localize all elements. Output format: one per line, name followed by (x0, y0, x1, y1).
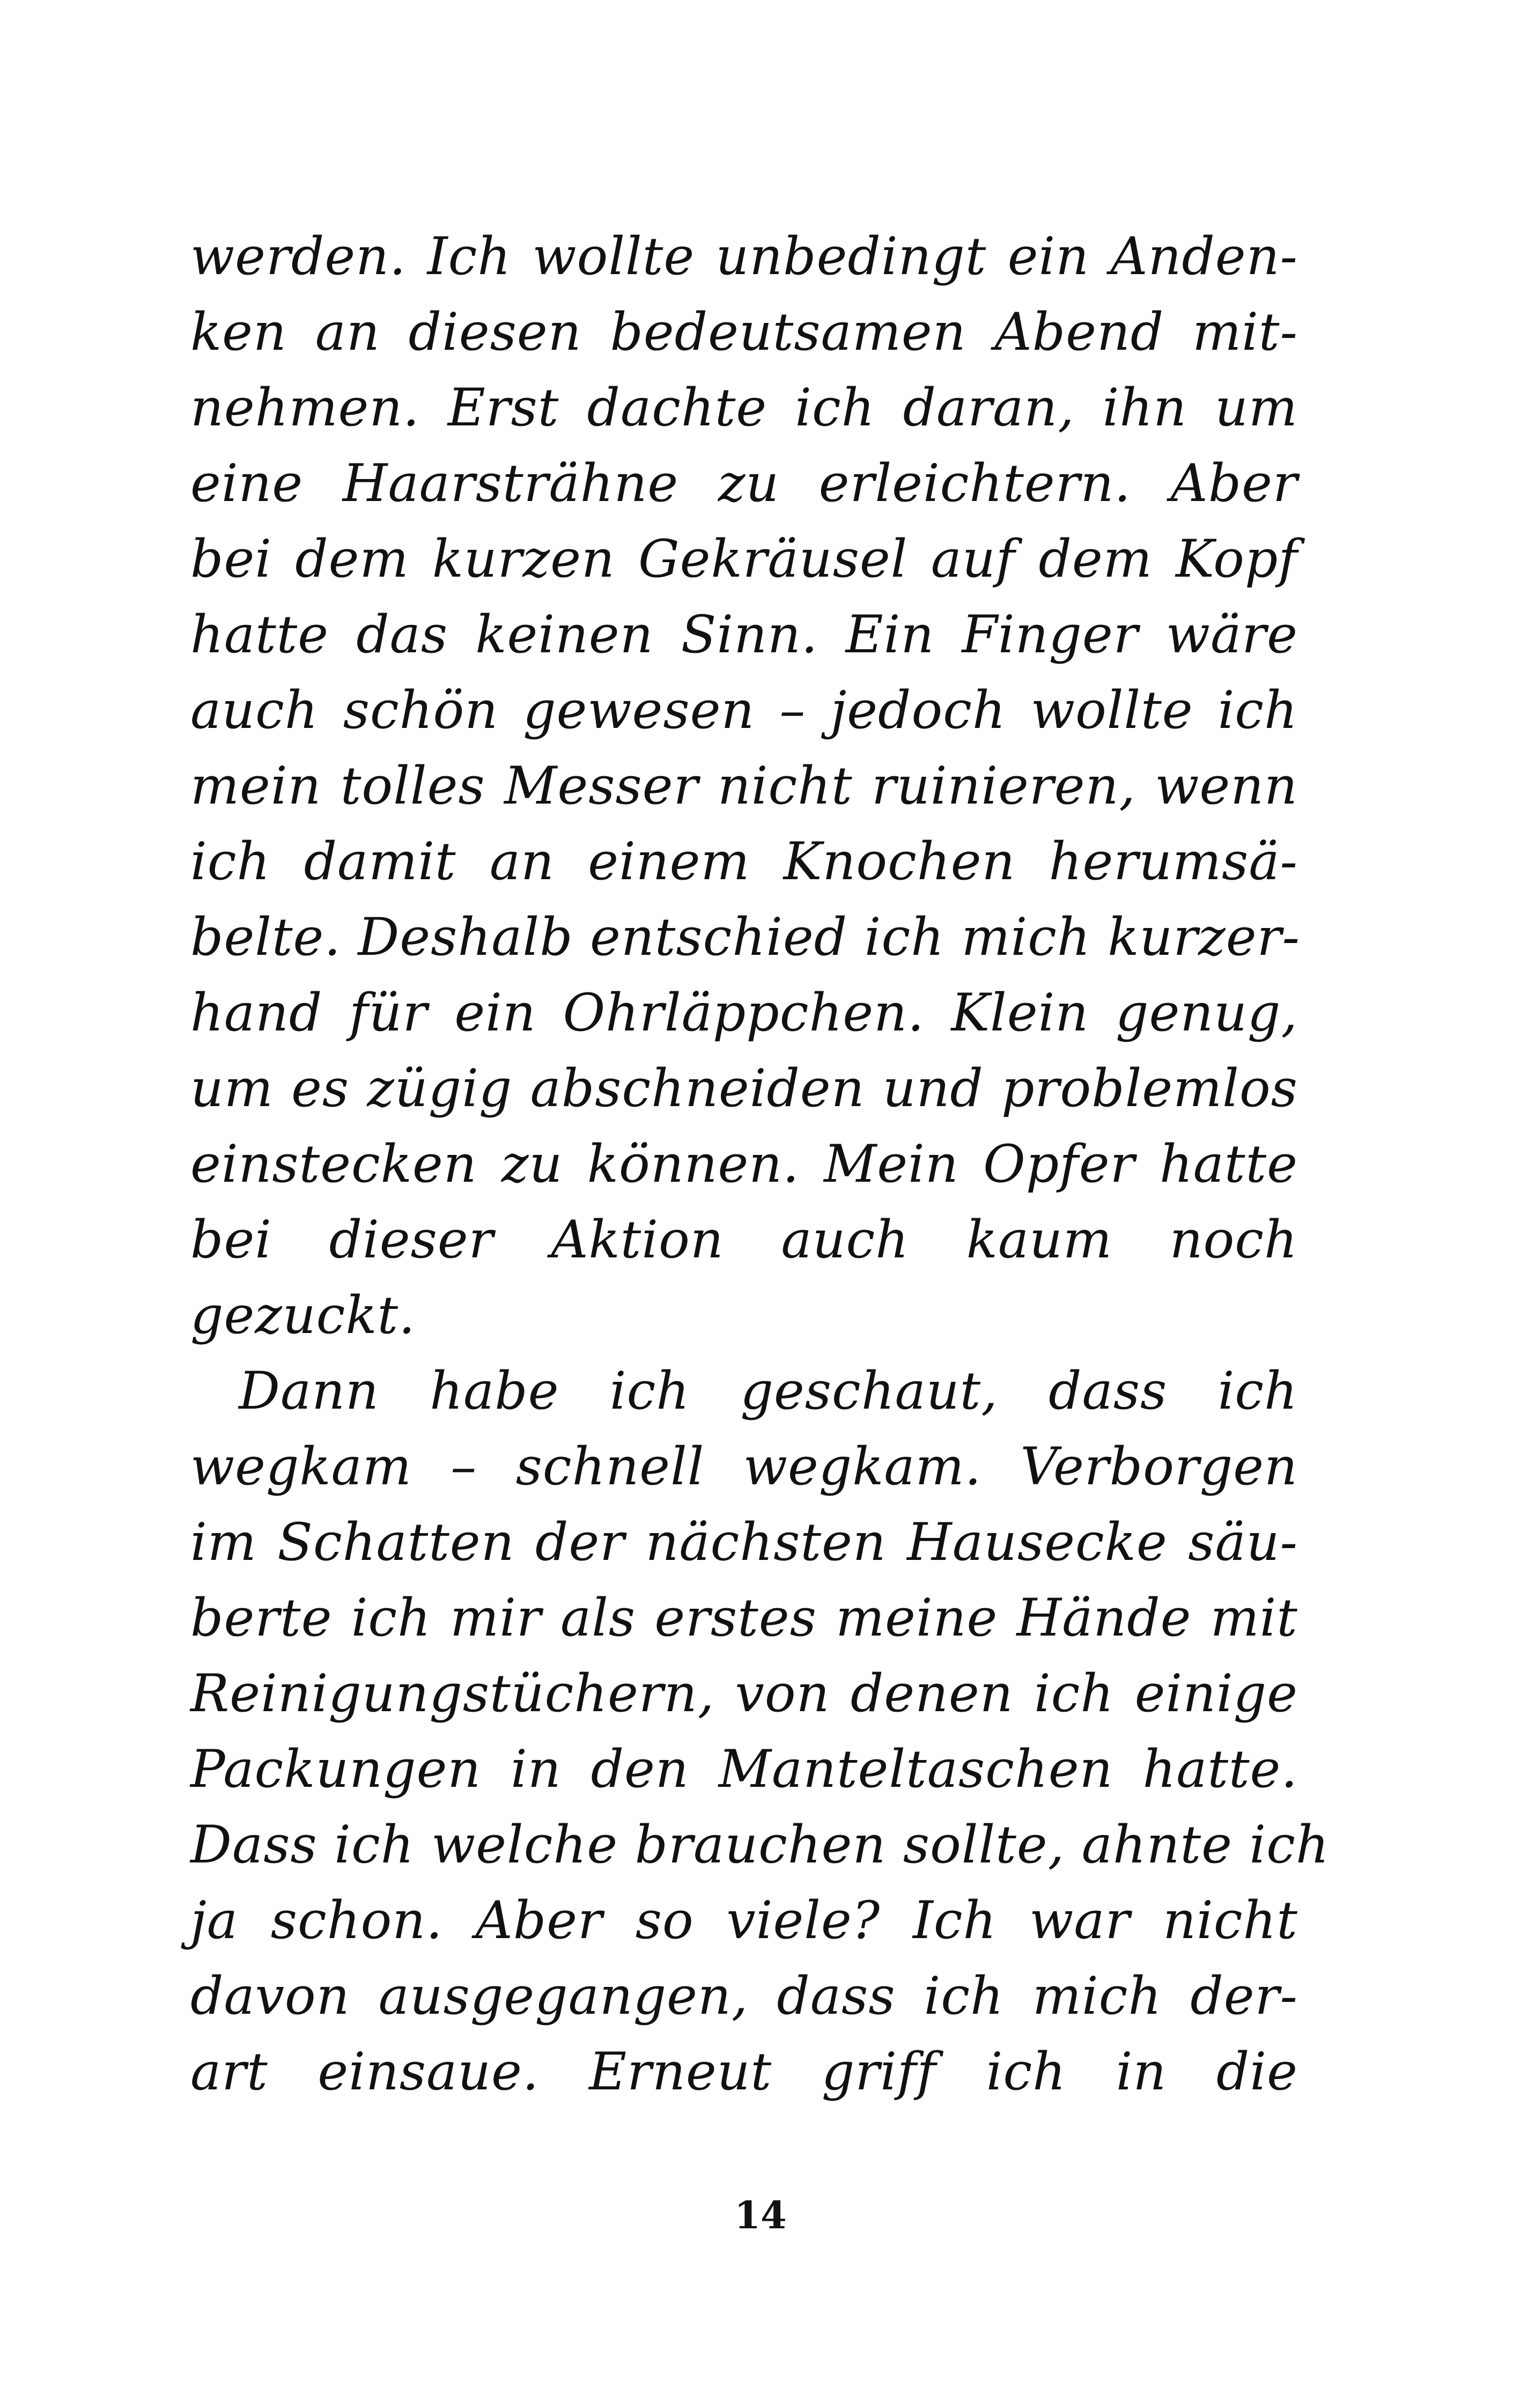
text-line: nehmen. Erst dachte ich daran, ihn um (190, 378, 1298, 438)
paragraph-start-line: Dann habe ich geschaut, dass ich (239, 1361, 1298, 1421)
text-line: gezuckt. (190, 1285, 416, 1345)
text-line: davon ausgegangen, dass ich mich der- (190, 1966, 1298, 2026)
text-line: berte ich mir als erstes meine Hände mit (190, 1588, 1298, 1648)
text-line: hand für ein Ohrläppchen. Klein genug, (190, 983, 1298, 1043)
text-line: einstecken zu können. Mein Opfer hatte (190, 1134, 1298, 1194)
page-number: 14 (734, 2193, 787, 2237)
text-line: wegkam – schnell wegkam. Verborgen (190, 1437, 1298, 1497)
body-text (190, 219, 1330, 2110)
text-line: hatte das keinen Sinn. Ein Finger wäre (190, 605, 1298, 665)
text-line: belte. Deshalb entschied ich mich kurzer- (190, 907, 1300, 967)
text-line: bei dieser Aktion auch kaum noch (190, 1210, 1298, 1270)
text-line: eine Haarsträhne zu erleichtern. Aber (190, 453, 1298, 513)
text-line: um es zügig abschneiden und problemlos (190, 1058, 1298, 1118)
text-line: werden. Ich wollte unbedingt ein Anden- (190, 226, 1298, 286)
text-line: ken an diesen bedeutsamen Abend mit- (190, 302, 1298, 362)
text-line: im Schatten der nächsten Hausecke säu- (190, 1512, 1298, 1572)
text-line: ich damit an einem Knochen herumsä- (190, 831, 1298, 892)
text-line: Dass ich welche brauchen sollte, ahnte ich (190, 1815, 1330, 1875)
text-line: art einsaue. Erneut griff ich in die (190, 2042, 1298, 2102)
text-line: mein tolles Messer nicht ruinieren, wenn (190, 756, 1298, 816)
text-line: Reinigungstüchern, von denen ich einige (190, 1663, 1298, 1724)
text-line: bei dem kurzen Gekräusel auf dem Kopf (190, 529, 1298, 589)
text-line: Packungen in den Manteltaschen hatte. (190, 1739, 1298, 1799)
text-line: auch schön gewesen – jedoch wollte ich (190, 680, 1298, 740)
text-line: ja schon. Aber so viele? Ich war nicht (190, 1890, 1298, 1950)
